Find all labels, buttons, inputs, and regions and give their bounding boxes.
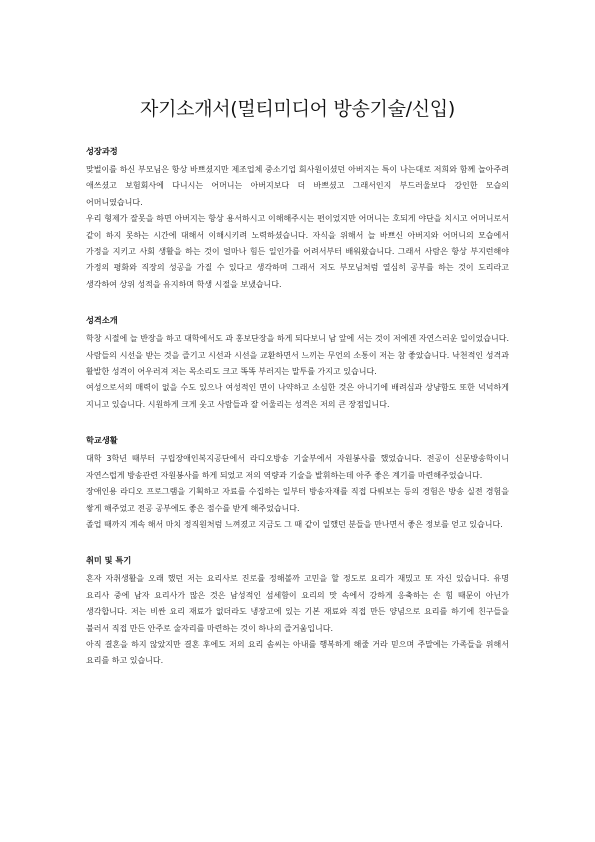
paragraph: 우리 형제가 잘못을 하면 아버지는 항상 용서하시고 이해해주시는 편이었지만 어머니는 호되게 야단을 치시고 어머니로서 같이 하지 못하는 시간에 대해서 이해시키려 노력하셨습니다. 자식을 위해서 늘 바쁘신 아버지와 어머니의 모습에서 가정을 지키고 사회 생활을 하는 것이 얼마나 힘든 일인가를 어려서부터 배워왔습니다. 그래서 사람은 항상 부지런해야 가정의 평화와 직장의 성공을 가질 수 있다고 생각하며 그래서 저도 부모님처럼 열심히 공부를 하는 것이 도리라고 생각하여 상위 성적을 유지하며 학생 시절을 보냈습니다.: [86, 214, 509, 289]
paragraph: 혼자 자취생활을 오래 했던 저는 요리사로 진로를 정해볼까 고민을 할 정도로 요리가 재밌고 또 자신 있습니다. 유명 요리사 중에 남자 요리사가 많은 것은 남성적인 섬세함이 요리의 맛 속에서 강하게 응축하는 손 힘 때문이 아닌가 생각합니다. 저는 비싼 요리 재료가 없더라도 냉장고에 있는 기본 재료와 직접 만든 양념으로 요리를 하기에 친구들을 불러서 직접 만든 안주로 술자리를 마련하는 것이 하나의 즐거움입니다.: [86, 574, 509, 633]
paragraph: 아직 결혼을 하지 않았지만 결혼 후에도 저의 요리 솜씨는 아내를 행복하게 해줄 거라 믿으며 주말에는 가족들을 위해서 요리를 하고 있습니다.: [86, 639, 509, 666]
section-growth: [86, 144, 509, 293]
paragraph: 장애인용 라디오 프로그램을 기획하고 자료를 수집하는 일부터 방송자재를 직접 다뤄보는 등의 경험은 방송 실전 경험을 쌓게 해주었고 전공 공부에도 좋은 점수를 받게 해주었습니다.: [86, 487, 509, 513]
section-personality: [86, 313, 509, 413]
section-heading: 성격소개: [86, 315, 118, 326]
paragraph: 여성으로서의 매력이 없을 수도 있으나 여성적인 면이 나약하고 소심한 것은 아니기에 배려심과 상냥함도 또한 넉넉하게 지니고 있습니다. 시원하게 크게 웃고 사람들과 잘 어울리는 성격은 저의 큰 장점입니다.: [86, 383, 509, 409]
document-title: 자기소개서(멀티미디어 방송기술/신입): [140, 98, 455, 120]
document-body: [86, 144, 509, 690]
section-heading: 성장과정: [86, 146, 118, 156]
paragraph: 학창 시절에 늘 반장을 하고 대학에서도 과 홍보단장을 하게 되다보니 남 앞에 서는 것이 저에겐 자연스러운 일이었습니다. 사람들의 시선을 받는 것을 즐기고 시선과 시선을 교환하면서 느끼는 무언의 소통이 저는 참 좋았습니다. 낙천적인 성격과 활발한 성격이 어우러져 저는 목소리도 크고 똑똑 부러지는 말투를 가지고 있습니다.: [86, 334, 509, 377]
section-heading: 학교생활: [86, 435, 118, 446]
section-heading: 취미 및 특기: [86, 555, 132, 566]
section-hobbies: [86, 553, 509, 669]
paragraph: 맞벌이를 하신 부모님은 항상 바쁘셨지만 제조업체 중소기업 회사원이셨던 아버지는 특이 나는대로 저희와 함께 놀아주려 애쓰셨고 보험회사에 다니시는 어머니는 아버지보다 더 바쁘셨고 그래서인지 부드러울보다 강인한 모습의 어머니였습니다.: [86, 165, 509, 207]
section-school-life: [86, 433, 509, 533]
paragraph: 졸업 때까지 계속 해서 마치 정직원처럼 느껴졌고 지금도 그 때 같이 일했던 분들을 만나면서 좋은 정보를 얻고 있습니다.: [86, 519, 503, 529]
paragraph: 대학 3학년 때부터 구립장애인복지공단에서 라디오방송 기술부에서 자원봉사를 했었습니다. 전공이 신문방송학이니 자연스럽게 방송관련 자원봉사를 하게 되었고 저의 역량과 기술을 발휘하는데 아주 좋은 계기를 마련해주었습니다.: [86, 454, 509, 480]
